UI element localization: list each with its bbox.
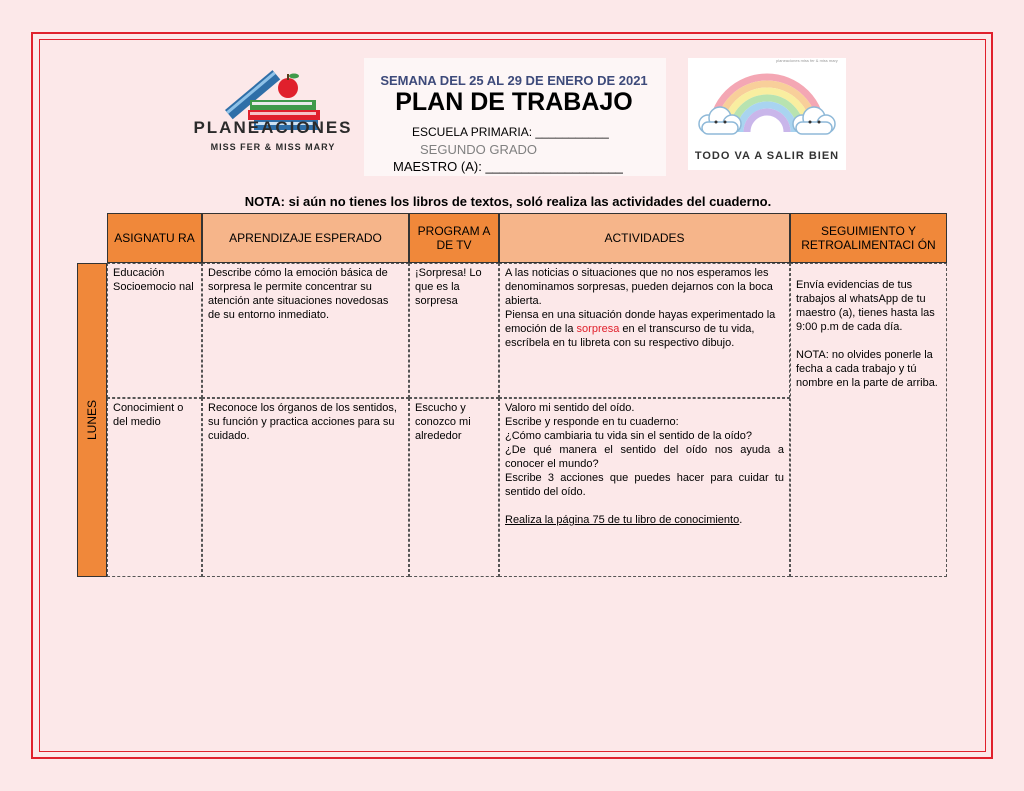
row1-activity-paragraph-2: Piensa en una situación donde hayas experimentado la emoción de la sorpresa en el transcurso de tu vida, escríbela en tu libreta con su respectivo dibujo. [505, 309, 776, 349]
row2-activity-line: Valoro mi sentido del oído. [505, 402, 635, 414]
header-seguimiento: SEGUIMIENTO Y RETROALIMENTACI ÓN [790, 213, 947, 263]
row1-actividades [499, 263, 790, 398]
logo-subtitle: MISS FER & MISS MARY [210, 142, 336, 152]
grade-label: SEGUNDO GRADO [420, 142, 538, 157]
row2-programa: Escucho y conozco mi alrededor [409, 398, 499, 577]
plan-title: PLAN DE TRABAJO [395, 88, 633, 116]
row2-activity-line: ¿De qué manera el sentido del oído nos ayuda a conocer el mundo? [505, 444, 784, 470]
rainbow-icon [694, 62, 840, 146]
seguimiento-paragraph-1: Envía evidencias de tus trabajos al whatsApp de tu maestro (a), tienes hasta las 9:00 p.m de cada día. [796, 279, 935, 333]
row2-activity-line: ¿Cómo cambiaria tu vida sin el sentido de la oído? [505, 430, 753, 442]
header-programa: PROGRAM A DE TV [409, 213, 499, 263]
seguimiento-paragraph-2: NOTA: no olvides ponerle la fecha a cada trabajo y tú nombre en la parte de arriba. [796, 349, 938, 389]
row1-activity-paragraph-1: A las noticias o situaciones que no nos esperamos les denominamos sorpresas, pueden dejarnos con la boca abierta. [505, 267, 773, 307]
sorpresa-highlight: sorpresa [576, 323, 620, 335]
day-label: LUNES [85, 399, 99, 441]
row1-programa: ¡Sorpresa! Lo que es la sorpresa [409, 263, 499, 398]
row2-activity-book-page: Realiza la página 75 de tu libro de conocimiento. [505, 514, 743, 526]
row2-asignatura: Conocimient o del medio [107, 398, 202, 577]
row2-actividades [499, 398, 790, 577]
header-asignatura: ASIGNATU RA [107, 213, 202, 263]
logo-title: PLANEACIONES [193, 118, 353, 137]
row2-activity-line: Escribe 3 acciones que puedes hacer para cuidar tu sentido del oído. [505, 472, 784, 498]
row1-aprendizaje: Describe cómo la emoción básica de sorpresa le permite concentrar su atención ante situaciones novedosas de su entorno inmediato. [202, 263, 409, 398]
row2-activity-line: Escribe y responde en tu cuaderno: [505, 416, 679, 428]
week-title: SEMANA DEL 25 AL 29 DE ENERO DE 2021 [380, 73, 648, 88]
rainbow-caption: TODO VA A SALIR BIEN [694, 150, 840, 162]
seguimiento-cell [790, 263, 947, 577]
row1-asignatura: Educación Socioemocio nal [107, 263, 202, 398]
header-aprendizaje: APRENDIZAJE ESPERADO [202, 213, 409, 263]
school-field: ESCUELA PRIMARIA: ___________ [412, 125, 609, 139]
textbook-note: NOTA: si aún no tienes los libros de textos, soló realiza las actividades del cuaderno. [244, 194, 772, 209]
rainbow-credit: planeaciones miss fer & miss mary [776, 58, 838, 63]
header-actividades: ACTIVIDADES [499, 213, 790, 263]
row2-aprendizaje: Reconoce los órganos de los sentidos, su función y practica acciones para su cuidado. [202, 398, 409, 577]
teacher-field: MAESTRO (A): ___________________ [393, 159, 623, 174]
